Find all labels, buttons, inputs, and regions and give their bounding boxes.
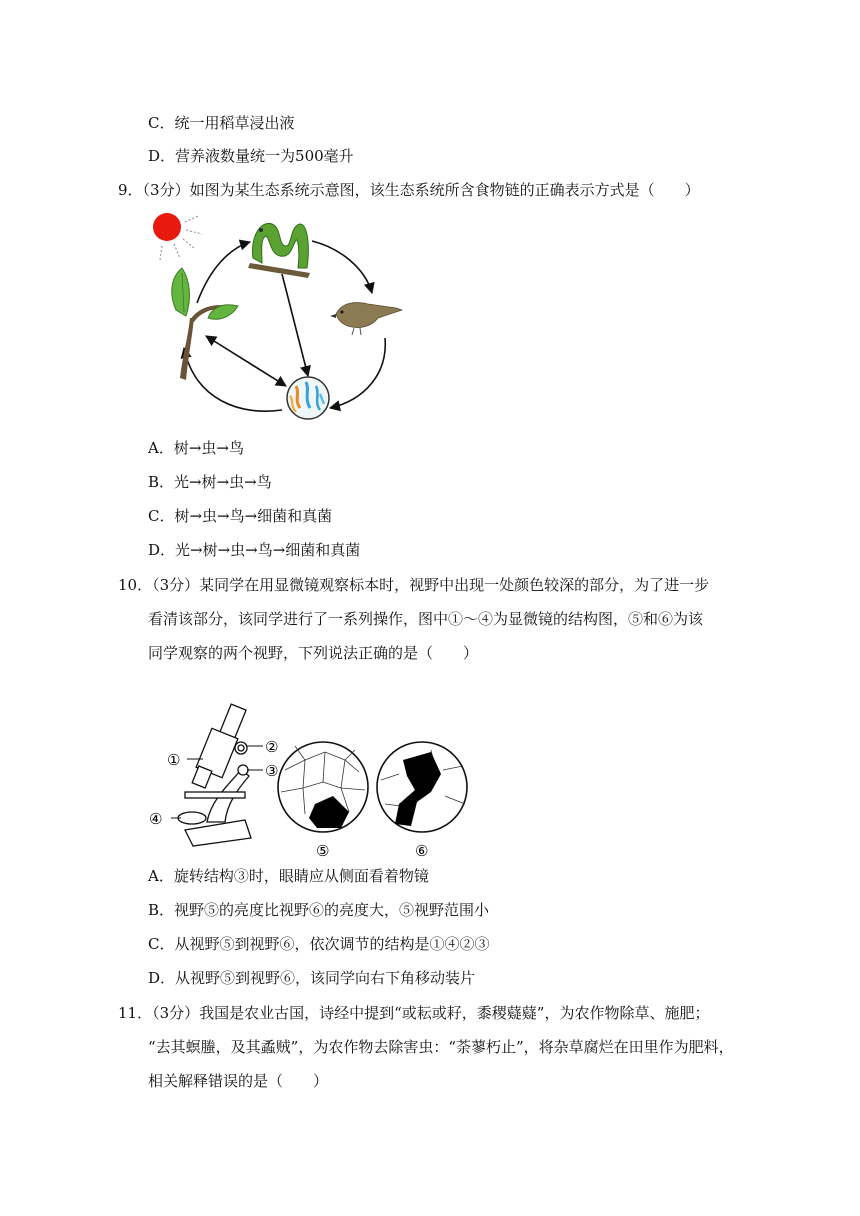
q9-option-a: A．树→虫→鸟 (148, 439, 244, 457)
q9-option-d: D．光→树→虫→鸟→细菌和真菌 (148, 541, 361, 559)
label-2: ② (265, 738, 279, 756)
q10-option-d: D．从视野⑤到视野⑥，该同学向右下角移动装片 (148, 969, 476, 987)
label-1: ① (167, 751, 181, 769)
q10-option-c: C．从视野⑤到视野⑥，依次调节的结构是①④②③ (148, 935, 490, 953)
microscope-figure (145, 700, 485, 860)
bird-icon (330, 303, 402, 335)
label-5: ⑤ (316, 842, 330, 860)
sun-icon (153, 213, 202, 260)
q11-stem-line-3: 相关解释错误的是（ ） (148, 1072, 329, 1090)
q10-option-a: A．旋转结构③时，眼睛应从侧面看着物镜 (148, 867, 429, 885)
q10-stem-line-2: 看清该部分，该同学进行了一系列操作，图中①～④为显微镜的结构图，⑤和⑥为该 (148, 610, 704, 628)
label-4: ④ (149, 810, 163, 828)
view-field-5 (278, 742, 368, 832)
microscope-icon (178, 704, 251, 846)
ecosystem-diagram (150, 208, 410, 413)
label-3: ③ (265, 762, 279, 780)
q8-option-d: D．营养液数量统一为500毫升 (148, 147, 354, 165)
view-field-6 (377, 742, 467, 832)
q11-stem-line-1: 11．（3分）我国是农业古国，诗经中提到“或耘或耔，黍稷薿薿”，为农作物除草、施肥； (118, 1004, 710, 1022)
caterpillar-icon (248, 223, 310, 278)
label-6: ⑥ (415, 842, 429, 860)
q8-option-c: C．统一用稻草浸出液 (148, 114, 295, 132)
q9-option-b: B．光→树→虫→鸟 (148, 473, 272, 491)
q9-option-c: C．树→虫→鸟→细菌和真菌 (148, 507, 333, 525)
q10-stem-line-3: 同学观察的两个视野，下列说法正确的是（ ） (148, 644, 479, 662)
bacteria-icon (287, 377, 329, 419)
q11-stem-line-2: “去其螟螣，及其蟊贼”，为农作物去除害虫：“荼蓼朽止”，将杂草腐烂在田里作为肥料， (148, 1038, 734, 1056)
q9-stem: 9．（3分）如图为某生态系统示意图，该生态系统所含食物链的正确表示方式是（ ） (118, 181, 700, 199)
q10-option-b: B．视野⑤的亮度比视野⑥的亮度大，⑤视野范围小 (148, 901, 490, 919)
q10-stem-line-1: 10．（3分）某同学在用显微镜观察标本时，视野中出现一处颜色较深的部分，为了进一步 (118, 576, 710, 594)
